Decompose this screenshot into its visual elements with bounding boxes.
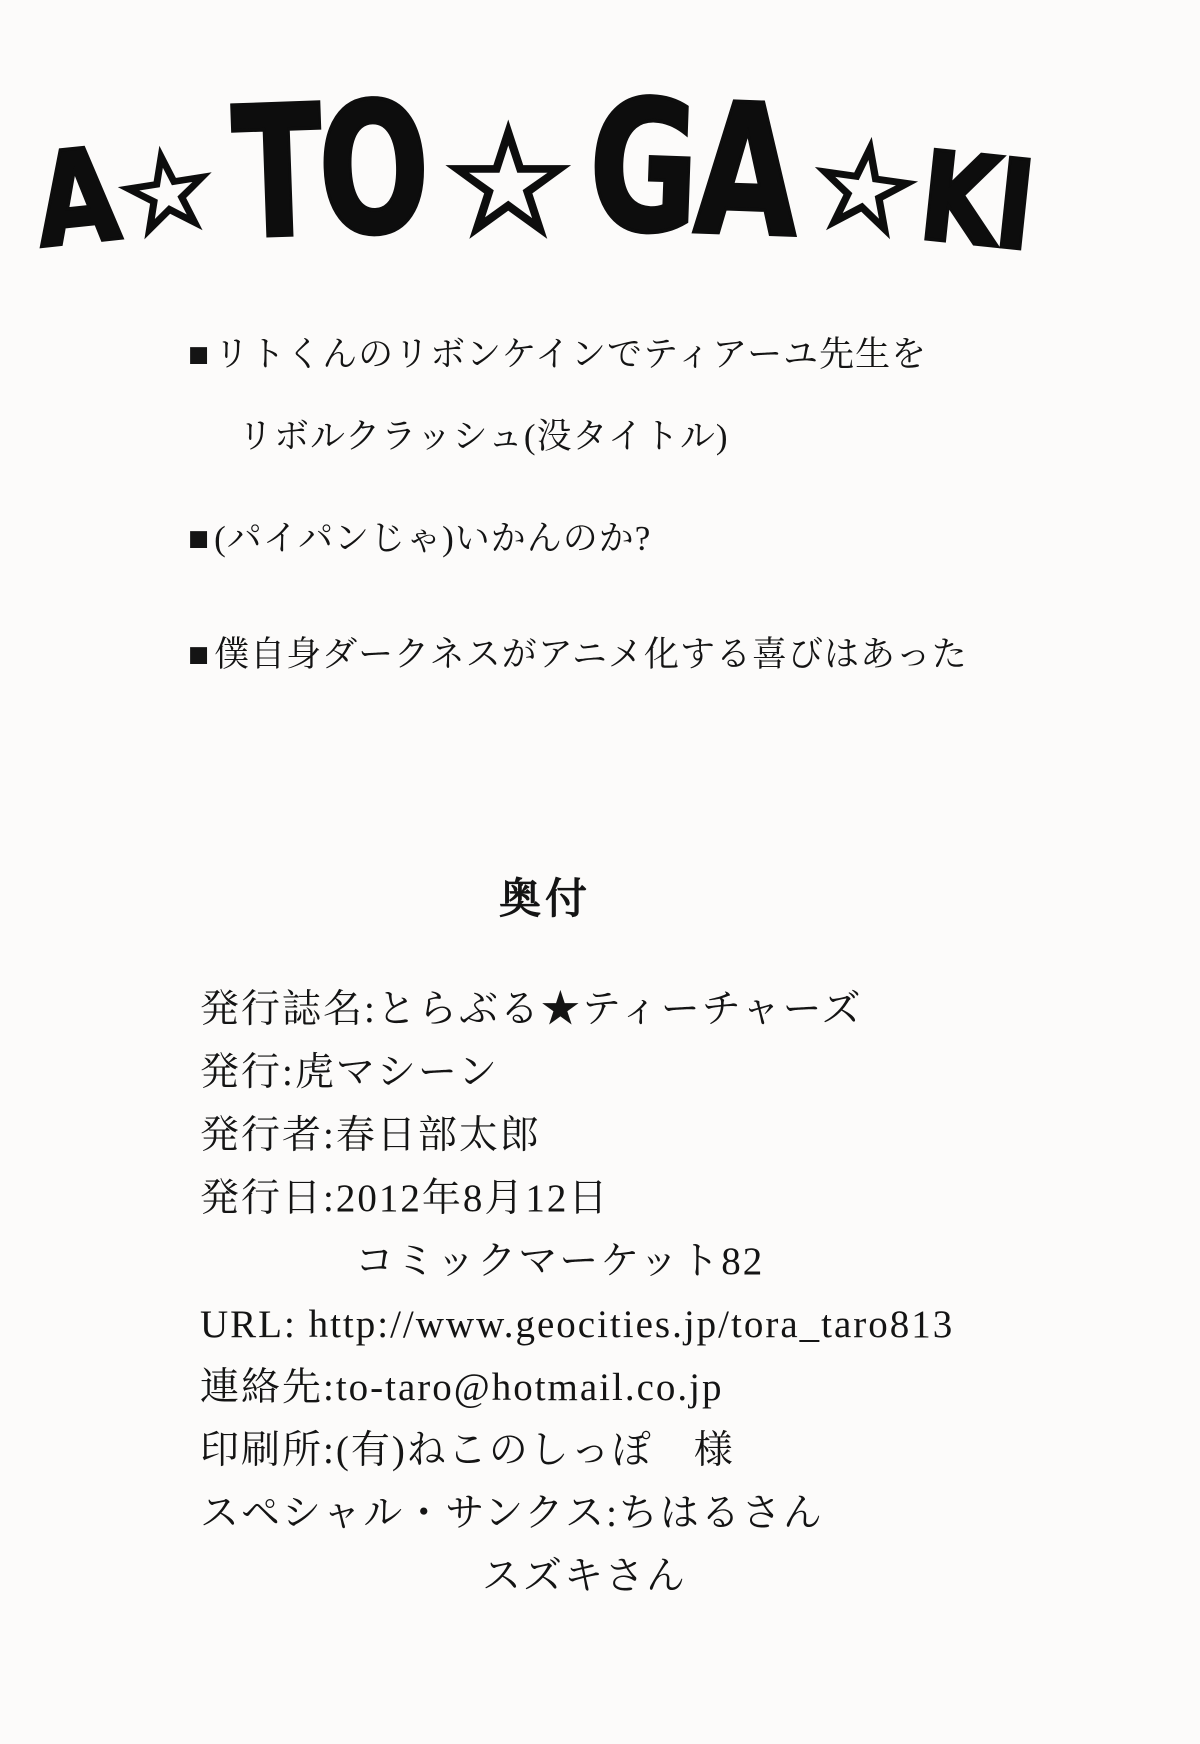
colophon-printer: 印刷所:(有)ねこのしっぽ 様 bbox=[200, 1429, 735, 1472]
afterword-notes bbox=[188, 332, 1088, 678]
colophon-block bbox=[200, 978, 954, 1608]
colophon-url: URL: http://www.geocities.jp/tora_taro813 bbox=[200, 1303, 955, 1346]
colophon-special-thanks-2: スズキさん bbox=[482, 1555, 688, 1598]
page-title bbox=[28, 42, 1039, 280]
colophon-special-thanks-1: スペシャル・サンクス:ちはるさん bbox=[200, 1492, 824, 1535]
bullet-square-icon: ■ bbox=[188, 335, 211, 374]
colophon-publication-date: 発行日:2012年8月12日 bbox=[200, 1177, 610, 1220]
star-icon: ☆ bbox=[441, 95, 575, 268]
note-text: 僕自身ダークネスがアニメ化する喜びはあった bbox=[214, 635, 968, 674]
title-letter-a: A bbox=[28, 120, 126, 278]
note-line-3 bbox=[188, 632, 1088, 678]
note-text: リトくんのリボンケインでティアーユ先生を bbox=[214, 335, 928, 374]
title-letters-ki: KI bbox=[913, 124, 1039, 279]
colophon-publisher-person: 発行者:春日部太郎 bbox=[200, 1114, 541, 1157]
title-letters-to: TO bbox=[229, 62, 430, 280]
bullet-square-icon: ■ bbox=[188, 635, 211, 674]
note-text: (パイパンじゃ)いかんのか? bbox=[214, 519, 652, 558]
star-icon: ☆ bbox=[801, 112, 927, 266]
note-line-1-continued: リボルクラッシュ(没タイトル) bbox=[238, 417, 729, 456]
title-letters-ga: GA bbox=[585, 60, 798, 278]
note-line-1 bbox=[188, 332, 1088, 378]
colophon-publisher-circle: 発行:虎マシーン bbox=[200, 1051, 500, 1094]
colophon-contact-email: 連絡先:to-taro@hotmail.co.jp bbox=[200, 1366, 724, 1409]
colophon-heading: 奥付 bbox=[498, 877, 591, 923]
star-icon: ☆ bbox=[109, 123, 225, 263]
colophon-event-name: コミックマーケット82 bbox=[355, 1240, 765, 1283]
bullet-square-icon: ■ bbox=[188, 519, 211, 558]
note-line-2 bbox=[188, 516, 1088, 562]
colophon-publication-name: 発行誌名:とらぶる★ティーチャーズ bbox=[200, 988, 863, 1031]
